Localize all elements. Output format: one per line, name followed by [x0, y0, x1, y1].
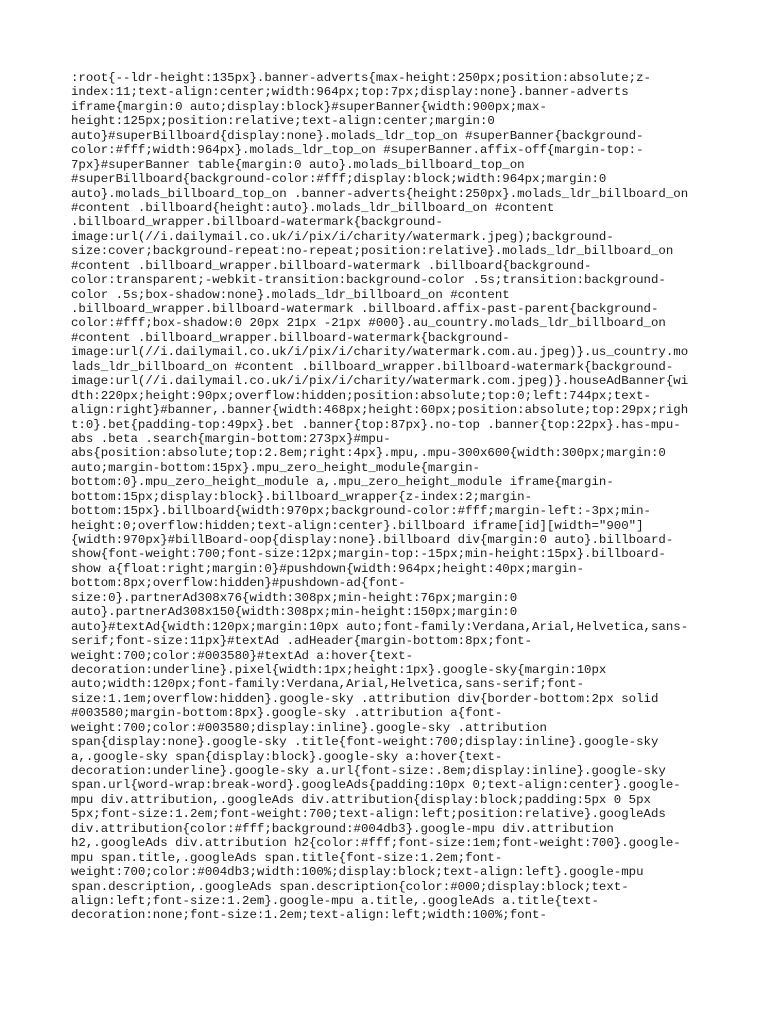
code-line: mpu div.attribution,.googleAds div.attribution{display:block;padding:5px 0 5px: [71, 792, 651, 807]
code-line: abs{position:absolute;top:2.8em;right:4px}.mpu,.mpu-300x600{width:300px;margin:0: [71, 446, 666, 461]
code-line: #content .billboard_wrapper.billboard-watermark{background-: [71, 330, 510, 345]
code-line: height:0;overflow:hidden;text-align:center}.billboard iframe[id][width="900"]: [71, 518, 644, 533]
code-line: index:11;text-align:center;width:964px;top:7px;display:none}.banner-adverts: [71, 85, 629, 100]
code-line: h2,.googleAds div.attribution h2{color:#fff;font-size:1em;font-weight:700}.google-: [71, 836, 681, 851]
code-line: :root{--ldr-height:135px}.banner-adverts{max-height:250px;position:absolute;z-: [71, 71, 651, 85]
code-line: size:0}.partnerAd308x76{width:308px;min-height:76px;margin:0: [71, 590, 518, 605]
code-line: decoration:none;font-size:1.2em;text-align:left;width:100%;font-: [71, 908, 547, 923]
code-line: image:url(//i.dailymail.co.uk/i/pix/i/charity/watermark.jpeg);background-: [71, 229, 614, 244]
code-line: decoration:underline}.pixel{width:1px;height:1px}.google-sky{margin:10px: [71, 662, 607, 677]
code-line: weight:700;color:#003580}#textAd a:hover{text-: [71, 648, 414, 663]
code-line: #content .billboard_wrapper.billboard-watermark .billboard{background-: [71, 258, 592, 273]
code-line: auto}#textAd{width:120px;margin:10px auto;font-family:Verdana,Arial,Helvetica,sans-: [71, 619, 689, 634]
code-line: dth:220px;height:90px;overflow:hidden;position:absolute;top:0;left:744px;text-: [71, 388, 651, 403]
code-line: mpu span.title,.googleAds span.title{font-size:1.2em;font-: [71, 850, 503, 865]
code-line: .billboard_wrapper.billboard-watermark{background-: [71, 215, 443, 230]
code-line: {width:970px}#billBoard-oop{display:none}.billboard div{margin:0 auto}.billboard-: [71, 533, 674, 547]
code-line: auto;margin-bottom:15px}.mpu_zero_height_module{margin-: [71, 460, 480, 475]
code-line: color:#fff;width:964px}.molads_ldr_top_on #superBanner.affix-off{margin-top:-: [71, 143, 644, 158]
code-line: color:transparent;-webkit-transition:background-color .5s;transition:background-: [71, 273, 666, 288]
code-line: height:125px;position:relative;text-align:center;margin:0: [71, 114, 495, 129]
code-line: span.description,.googleAds span.description{color:#000;display:block;text-: [71, 879, 629, 894]
code-line: #003580;margin-bottom:8px}.google-sky .attribution a{font-: [71, 706, 503, 721]
code-line: auto}.partnerAd308x150{width:308px;min-height:150px;margin:0: [71, 605, 518, 620]
code-line: bottom:0}.mpu_zero_height_module a,.mpu_zero_height_module iframe{margin-: [71, 475, 614, 490]
code-line: size:1.1em;overflow:hidden}.google-sky .attribution div{border-bottom:2px solid: [71, 691, 659, 706]
code-line: t:0}.bet{padding-top:49px}.bet .banner{top:87px}.no-top .banner{top:22px}.has-mpu-: [71, 417, 681, 432]
code-line: color .5s;box-shadow:none}.molads_ldr_billboard_on #content: [71, 287, 510, 302]
code-line: div.attribution{color:#fff;background:#004db3}.google-mpu div.attribution: [71, 821, 614, 836]
code-line: serif;font-size:11px}#textAd .adHeader{margin-bottom:8px;font-: [71, 634, 533, 649]
code-line: iframe{margin:0 auto;display:block}#superBanner{width:900px;max-: [71, 99, 547, 114]
code-line: 7px}#superBanner table{margin:0 auto}.molads_billboard_top_on: [71, 157, 525, 172]
code-line: align:right}#banner,.banner{width:468px;height:60px;position:absolute;top:29px;righ: [71, 403, 689, 418]
code-line: image:url(//i.dailymail.co.uk/i/pix/i/charity/watermark.com.jpeg)}.houseAdBanner{wi: [71, 374, 689, 389]
code-line: .billboard_wrapper.billboard-watermark .billboard.affix-past-parent{background-: [71, 302, 659, 316]
code-line: decoration:underline}.google-sky a.url{font-size:.8em;display:inline}.google-sky: [71, 764, 666, 778]
code-line: auto;width:120px;font-family:Verdana,Arial,Helvetica,sans-serif;font-: [71, 677, 585, 692]
code-line: auto}.molads_billboard_top_on .banner-adverts{height:250px}.molads_ldr_billboard_on: [71, 186, 689, 201]
code-line: span{display:none}.google-sky .title{font-weight:700;display:inline}.google-sky: [71, 735, 659, 750]
code-line: weight:700;color:#003580;display:inline}.google-sky .attribution: [71, 720, 547, 735]
code-line: #content .billboard{height:auto}.molads_ldr_billboard_on #content: [71, 200, 555, 215]
code-line: size:cover;background-repeat:no-repeat;position:relative}.molads_ldr_billboard_on: [71, 244, 674, 259]
code-line: span.url{word-wrap:break-word}.googleAds{padding:10px 0;text-align:center}.google-: [71, 778, 681, 793]
code-line: bottom:15px}.billboard{width:970px;background-color:#fff;margin-left:-3px;min-: [71, 504, 651, 519]
code-line: 5px;font-size:1.2em;font-weight:700;text-align:left;position:relative}.googleAds: [71, 807, 666, 822]
code-line: lads_ldr_billboard_on #content .billboard_wrapper.billboard-watermark{background-: [71, 359, 674, 374]
code-line: bottom:8px;overflow:hidden}#pushdown-ad{font-: [71, 576, 406, 591]
code-line: color:#fff;box-shadow:0 20px 21px -21px #000}.au_country.molads_ldr_billboard_on: [71, 316, 666, 331]
code-line: bottom:15px;display:block}.billboard_wrapper{z-index:2;margin-: [71, 489, 533, 504]
code-line: #superBillboard{background-color:#fff;display:block;width:964px;margin:0: [71, 172, 607, 187]
code-line: abs .beta .search{margin-bottom:273px}#mpu-: [71, 431, 391, 446]
code-line: image:url(//i.dailymail.co.uk/i/pix/i/charity/watermark.com.au.jpeg)}.us_country.mo: [71, 345, 689, 360]
code-line: align:left;font-size:1.2em}.google-mpu a.title,.googleAds a.title{text-: [71, 893, 599, 908]
css-code-block: [71, 71, 711, 923]
code-line: show{font-weight:700;font-size:12px;margin-top:-15px;min-height:15px}.billboard-: [71, 547, 666, 562]
code-line: auto}#superBillboard{display:none}.molads_ldr_top_on #superBanner{background-: [71, 128, 644, 143]
code-line: show a{float:right;margin:0}#pushdown{width:964px;height:40px;margin-: [71, 561, 585, 576]
code-line: a,.google-sky span{display:block}.google-sky a:hover{text-: [71, 749, 503, 764]
code-line: weight:700;color:#004db3;width:100%;display:block;text-align:left}.google-mpu: [71, 865, 644, 880]
